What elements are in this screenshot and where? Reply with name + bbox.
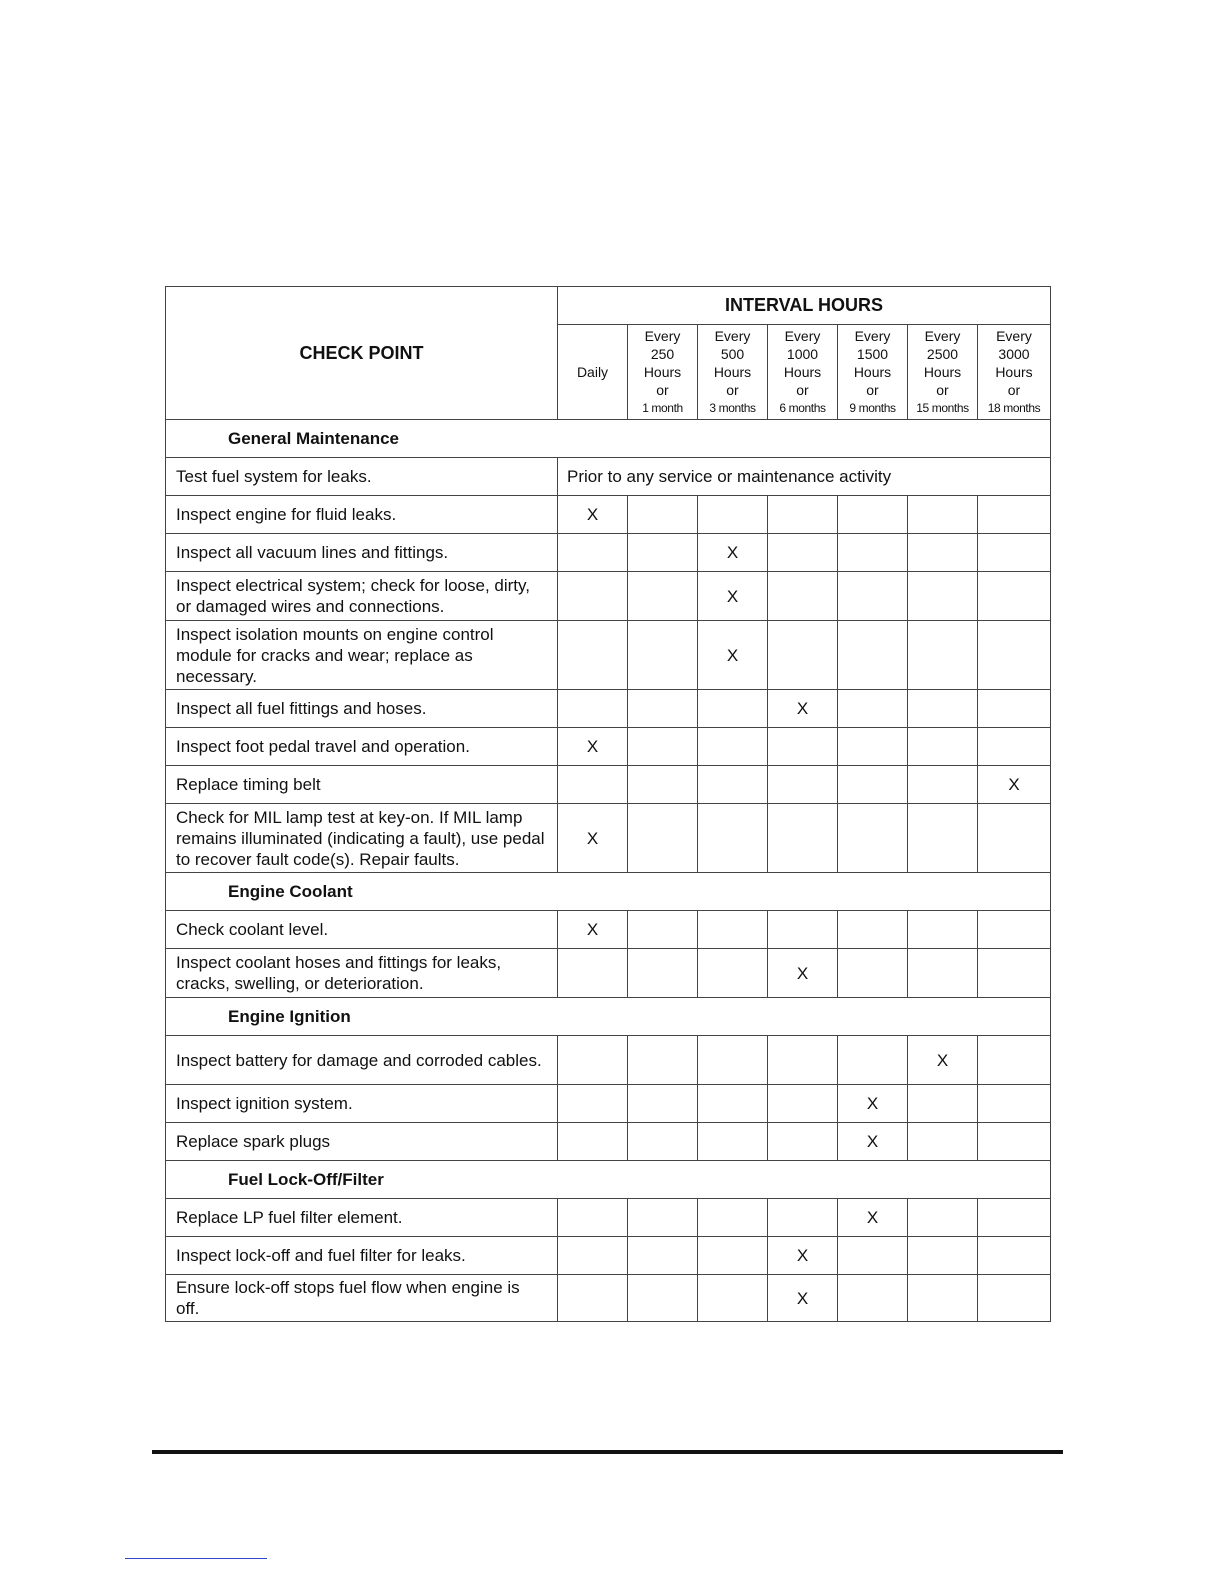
interval-cell bbox=[838, 766, 908, 804]
check-point-item: Replace spark plugs bbox=[166, 1123, 558, 1161]
check-point-item: Inspect isolation mounts on engine control module for cracks and wear; replace as necessary. bbox=[166, 621, 558, 690]
interval-mark: X bbox=[698, 534, 768, 572]
check-point-item: Test fuel system for leaks. bbox=[166, 458, 558, 496]
interval-column-line: Every bbox=[996, 328, 1032, 344]
interval-cell bbox=[558, 1123, 628, 1161]
interval-cell bbox=[768, 534, 838, 572]
interval-cell bbox=[908, 911, 978, 949]
interval-cell bbox=[908, 804, 978, 873]
interval-cell bbox=[768, 766, 838, 804]
interval-cell bbox=[978, 1036, 1051, 1085]
interval-column-line: or bbox=[796, 382, 809, 398]
interval-column-line: 500 bbox=[720, 346, 745, 362]
interval-cell bbox=[628, 1237, 698, 1275]
table-row bbox=[166, 458, 1051, 496]
interval-cell bbox=[628, 572, 698, 621]
interval-cell bbox=[978, 949, 1051, 998]
interval-note: Prior to any service or maintenance activity bbox=[558, 458, 1051, 496]
interval-cell bbox=[838, 1237, 908, 1275]
interval-column-line: 1000 bbox=[786, 346, 819, 362]
interval-column-line: 15 months bbox=[916, 401, 969, 415]
interval-cell bbox=[698, 728, 768, 766]
interval-cell bbox=[628, 1085, 698, 1123]
interval-cell bbox=[698, 690, 768, 728]
interval-cell bbox=[698, 1085, 768, 1123]
interval-cell bbox=[908, 1275, 978, 1322]
interval-cell bbox=[628, 1123, 698, 1161]
interval-cell bbox=[908, 572, 978, 621]
interval-mark: X bbox=[558, 911, 628, 949]
interval-column-line: Every bbox=[644, 328, 681, 344]
interval-cell bbox=[768, 1199, 838, 1237]
interval-cell bbox=[838, 1275, 908, 1322]
interval-cell bbox=[838, 911, 908, 949]
table-row bbox=[166, 1237, 1051, 1275]
interval-mark: X bbox=[558, 496, 628, 534]
interval-cell bbox=[558, 1036, 628, 1085]
check-point-item: Inspect battery for damage and corroded cables. bbox=[166, 1036, 558, 1085]
interval-cell bbox=[838, 534, 908, 572]
interval-mark: X bbox=[838, 1123, 908, 1161]
table-row bbox=[166, 1085, 1051, 1123]
interval-cell bbox=[978, 804, 1051, 873]
interval-cell bbox=[558, 766, 628, 804]
table-row bbox=[166, 804, 1051, 873]
table-row bbox=[166, 1275, 1051, 1322]
interval-cell bbox=[978, 534, 1051, 572]
interval-cell bbox=[628, 766, 698, 804]
interval-cell bbox=[768, 621, 838, 690]
interval-cell bbox=[558, 949, 628, 998]
check-point-item: Inspect all vacuum lines and fittings. bbox=[166, 534, 558, 572]
interval-mark: X bbox=[698, 572, 768, 621]
interval-cell bbox=[838, 728, 908, 766]
check-point-item: Ensure lock-off stops fuel flow when engine is off. bbox=[166, 1275, 558, 1322]
interval-cell bbox=[908, 621, 978, 690]
interval-cell bbox=[768, 804, 838, 873]
check-point-item: Inspect engine for fluid leaks. bbox=[166, 496, 558, 534]
interval-mark: X bbox=[768, 690, 838, 728]
interval-cell bbox=[628, 1199, 698, 1237]
check-point-item: Replace LP fuel filter element. bbox=[166, 1199, 558, 1237]
interval-column-line: or bbox=[1007, 382, 1021, 398]
interval-column-line: 2500 bbox=[926, 346, 959, 362]
interval-cell bbox=[768, 728, 838, 766]
interval-cell bbox=[698, 496, 768, 534]
interval-column-line: 1 month bbox=[642, 401, 683, 415]
interval-mark: X bbox=[558, 728, 628, 766]
section-header-row bbox=[166, 1161, 1051, 1199]
interval-cell bbox=[908, 766, 978, 804]
interval-cell bbox=[978, 572, 1051, 621]
interval-column-line: or bbox=[726, 382, 739, 398]
interval-cell bbox=[978, 1085, 1051, 1123]
interval-cell bbox=[768, 1123, 838, 1161]
table-row bbox=[166, 766, 1051, 804]
check-point-item: Inspect all fuel fittings and hoses. bbox=[166, 690, 558, 728]
interval-cell bbox=[558, 621, 628, 690]
interval-cell bbox=[768, 572, 838, 621]
interval-column-header bbox=[908, 325, 978, 420]
interval-cell bbox=[628, 804, 698, 873]
interval-cell bbox=[768, 496, 838, 534]
interval-cell bbox=[838, 621, 908, 690]
interval-mark: X bbox=[908, 1036, 978, 1085]
interval-column-header bbox=[768, 325, 838, 420]
section-title: Engine Coolant bbox=[166, 873, 1051, 911]
interval-cell bbox=[558, 1275, 628, 1322]
interval-cell bbox=[558, 1199, 628, 1237]
section-title: General Maintenance bbox=[166, 420, 1051, 458]
interval-cell bbox=[628, 728, 698, 766]
interval-mark: X bbox=[768, 1275, 838, 1322]
interval-cell bbox=[908, 1123, 978, 1161]
check-point-item: Inspect foot pedal travel and operation. bbox=[166, 728, 558, 766]
section-title: Engine Ignition bbox=[166, 998, 1051, 1036]
section-title: Fuel Lock-Off/Filter bbox=[166, 1161, 1051, 1199]
interval-cell bbox=[978, 1199, 1051, 1237]
interval-cell bbox=[908, 728, 978, 766]
interval-column-line: Hours bbox=[783, 364, 822, 380]
interval-cell bbox=[628, 534, 698, 572]
interval-mark: X bbox=[768, 1237, 838, 1275]
table-row bbox=[166, 1036, 1051, 1085]
maintenance-schedule-table bbox=[165, 286, 1051, 1322]
interval-cell bbox=[698, 1237, 768, 1275]
interval-column-line: Hours bbox=[923, 364, 962, 380]
interval-column-line: Every bbox=[714, 328, 751, 344]
check-point-item: Inspect electrical system; check for loose, dirty, or damaged wires and connections. bbox=[166, 572, 558, 621]
interval-mark: X bbox=[558, 804, 628, 873]
section-header-row bbox=[166, 998, 1051, 1036]
check-point-item: Check coolant level. bbox=[166, 911, 558, 949]
footer-link-underline bbox=[125, 1558, 267, 1559]
check-point-item: Inspect lock-off and fuel filter for leaks. bbox=[166, 1237, 558, 1275]
interval-column-line: Every bbox=[924, 328, 961, 344]
interval-column-line: or bbox=[866, 382, 879, 398]
table-row bbox=[166, 1199, 1051, 1237]
interval-cell bbox=[768, 1085, 838, 1123]
interval-column-header bbox=[558, 325, 628, 420]
table-row bbox=[166, 728, 1051, 766]
interval-cell bbox=[558, 1237, 628, 1275]
interval-cell bbox=[978, 690, 1051, 728]
interval-column-line: 3000 bbox=[998, 346, 1030, 362]
interval-cell bbox=[838, 572, 908, 621]
interval-cell bbox=[558, 690, 628, 728]
interval-cell bbox=[978, 1237, 1051, 1275]
interval-cell bbox=[698, 1275, 768, 1322]
interval-cell bbox=[628, 911, 698, 949]
interval-mark: X bbox=[978, 766, 1051, 804]
table-row bbox=[166, 534, 1051, 572]
interval-cell bbox=[908, 1085, 978, 1123]
interval-cell bbox=[628, 621, 698, 690]
interval-cell bbox=[628, 1036, 698, 1085]
table-row bbox=[166, 690, 1051, 728]
check-point-item: Check for MIL lamp test at key-on. If MIL lamp remains illuminated (indicating a fault), use pedal to recover fault code(s). Repair faults. bbox=[166, 804, 558, 873]
interval-cell bbox=[908, 1199, 978, 1237]
interval-column-header bbox=[628, 325, 698, 420]
interval-column-header bbox=[698, 325, 768, 420]
interval-column-line: or bbox=[656, 382, 669, 398]
interval-column-line: Hours bbox=[995, 364, 1033, 380]
interval-column-header bbox=[978, 325, 1051, 420]
table-row bbox=[166, 949, 1051, 998]
interval-cell bbox=[908, 949, 978, 998]
section-header-row bbox=[166, 873, 1051, 911]
interval-cell bbox=[908, 496, 978, 534]
table-row bbox=[166, 911, 1051, 949]
interval-column-line: 6 months bbox=[779, 401, 826, 415]
interval-cell bbox=[698, 1199, 768, 1237]
interval-cell bbox=[978, 621, 1051, 690]
interval-mark: X bbox=[838, 1085, 908, 1123]
interval-cell bbox=[558, 572, 628, 621]
interval-cell bbox=[838, 804, 908, 873]
interval-cell bbox=[838, 496, 908, 534]
interval-column-line: Every bbox=[784, 328, 821, 344]
interval-cell bbox=[768, 911, 838, 949]
interval-cell bbox=[978, 1275, 1051, 1322]
interval-cell bbox=[698, 949, 768, 998]
schedule-body bbox=[166, 420, 1051, 1322]
table-row bbox=[166, 1123, 1051, 1161]
interval-mark: X bbox=[768, 949, 838, 998]
check-point-item: Inspect coolant hoses and fittings for leaks, cracks, swelling, or deterioration. bbox=[166, 949, 558, 998]
interval-cell bbox=[698, 1036, 768, 1085]
interval-cell bbox=[628, 1275, 698, 1322]
interval-column-line: 9 months bbox=[849, 401, 896, 415]
interval-cell bbox=[628, 496, 698, 534]
interval-column-line: or bbox=[936, 382, 949, 398]
check-point-item: Replace timing belt bbox=[166, 766, 558, 804]
interval-column-line: 3 months bbox=[709, 401, 756, 415]
interval-cell bbox=[558, 534, 628, 572]
interval-column-line: Every bbox=[854, 328, 891, 344]
interval-cell bbox=[908, 534, 978, 572]
footer-rule bbox=[152, 1450, 1063, 1454]
interval-column-line: Hours bbox=[643, 364, 682, 380]
interval-hours-header: INTERVAL HOURS bbox=[558, 287, 1051, 325]
table-row bbox=[166, 572, 1051, 621]
interval-mark: X bbox=[838, 1199, 908, 1237]
interval-cell bbox=[628, 690, 698, 728]
interval-column-line: 1500 bbox=[856, 346, 889, 362]
interval-column-line: 18 months bbox=[987, 401, 1041, 415]
interval-cell bbox=[698, 911, 768, 949]
checkpoint-header: CHECK POINT bbox=[166, 287, 558, 420]
interval-cell bbox=[978, 728, 1051, 766]
interval-cell bbox=[768, 1036, 838, 1085]
interval-cell bbox=[978, 1123, 1051, 1161]
interval-cell bbox=[628, 949, 698, 998]
table-row bbox=[166, 621, 1051, 690]
interval-cell bbox=[558, 1085, 628, 1123]
interval-cell bbox=[698, 766, 768, 804]
check-point-item: Inspect ignition system. bbox=[166, 1085, 558, 1123]
interval-cell bbox=[908, 690, 978, 728]
interval-cell bbox=[908, 1237, 978, 1275]
interval-cell bbox=[698, 1123, 768, 1161]
interval-column-header bbox=[838, 325, 908, 420]
section-header-row bbox=[166, 420, 1051, 458]
table-row bbox=[166, 496, 1051, 534]
interval-column-line: 250 bbox=[650, 346, 675, 362]
interval-column-line: Hours bbox=[713, 364, 752, 380]
interval-cell bbox=[978, 496, 1051, 534]
interval-cell bbox=[838, 690, 908, 728]
interval-cell bbox=[838, 1036, 908, 1085]
interval-column-line: Daily bbox=[576, 364, 609, 380]
interval-cell bbox=[698, 804, 768, 873]
interval-mark: X bbox=[698, 621, 768, 690]
interval-cell bbox=[838, 949, 908, 998]
interval-column-line: Hours bbox=[853, 364, 892, 380]
interval-cell bbox=[978, 911, 1051, 949]
